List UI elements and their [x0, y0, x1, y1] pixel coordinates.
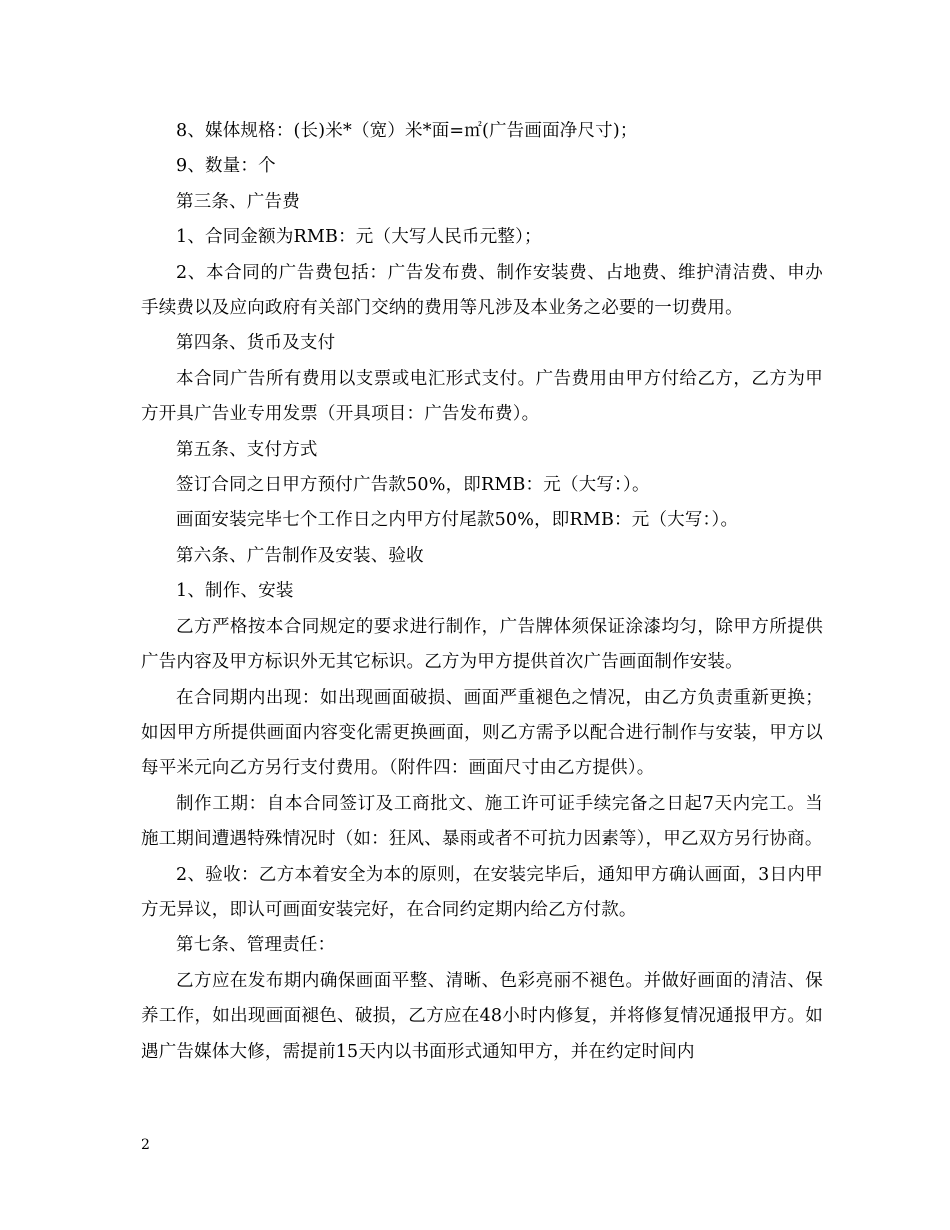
heading-article-5: 第五条、支付方式 [176, 439, 318, 460]
paragraph-prepayment: 签订合同之日甲方预付广告款50%，即RMB：元（大写：）。 [176, 475, 650, 496]
heading-article-3: 第三条、广告费 [176, 191, 300, 212]
paragraph-acceptance: 2、验收：乙方本着安全为本的原则，在安装完毕后，通知甲方确认画面，3日内甲方无异议，即认可画面安装完好，在合同约定期内给乙方付款。 [141, 864, 823, 920]
document-body [141, 114, 823, 1070]
paragraph-media-spec: 8、媒体规格：(长)米*（宽）米*面=㎡(广告画面净尺寸)； [176, 121, 638, 141]
paragraph-replacement: 在合同期内出现：如出现画面破损、画面严重褪色之情况，由乙方负责重新更换；如因甲方所提供画面内容变化需更换画面，则乙方需予以配合进行制作与安装，甲方以每平米元向乙方另行支付费用。（附件四：画面尺寸由乙方提供）。 [141, 687, 823, 779]
paragraph-schedule: 制作工期：自本合同签订及工商批文、施工许可证手续完备之日起7天内完工。当施工期间遭遇特殊情况时（如：狂风、暴雨或者不可抗力因素等），甲乙双方另行协商。 [141, 793, 823, 850]
paragraph-production-requirements: 乙方严格按本合同规定的要求进行制作，广告牌体须保证涂漆均匀，除甲方所提供广告内容及甲方标识外无其它标识。乙方为甲方提供首次广告画面制作安装。 [141, 616, 823, 673]
heading-article-4: 第四条、货币及支付 [176, 333, 336, 354]
paragraph-payment-form: 本合同广告所有费用以支票或电汇形式支付。广告费用由甲方付给乙方，乙方为甲方开具广告业专用发票（开具项目：广告发布费）。 [141, 368, 823, 425]
paragraph-maintenance: 乙方应在发布期内确保画面平整、清晰、色彩亮丽不褪色。并做好画面的清洁、保养工作，如出现画面褪色、破损，乙方应在48小时内修复，并将修复情况通报甲方。如遇广告媒体大修，需提前15天内以书面形式通知甲方，并在约定时间内 [141, 970, 823, 1062]
paragraph-fee-scope: 2、本合同的广告费包括：广告发布费、制作安装费、占地费、维护清洁费、申办手续费以及应向政府有关部门交纳的费用等凡涉及本业务之必要的一切费用。 [141, 262, 823, 319]
subheading-production: 1、制作、安装 [176, 581, 294, 602]
heading-article-6: 第六条、广告制作及安装、验收 [176, 545, 424, 566]
page-number: 2 [141, 1137, 150, 1153]
paragraph-final-payment: 画面安装完毕七个工作日之内甲方付尾款50%，即RMB：元（大写：）。 [176, 510, 739, 531]
heading-article-7: 第七条、管理责任： [176, 935, 336, 956]
paragraph-contract-amount: 1、合同金额为RMB：元（大写人民币元整）； [176, 227, 542, 248]
paragraph-quantity: 9、数量：个 [176, 156, 276, 177]
